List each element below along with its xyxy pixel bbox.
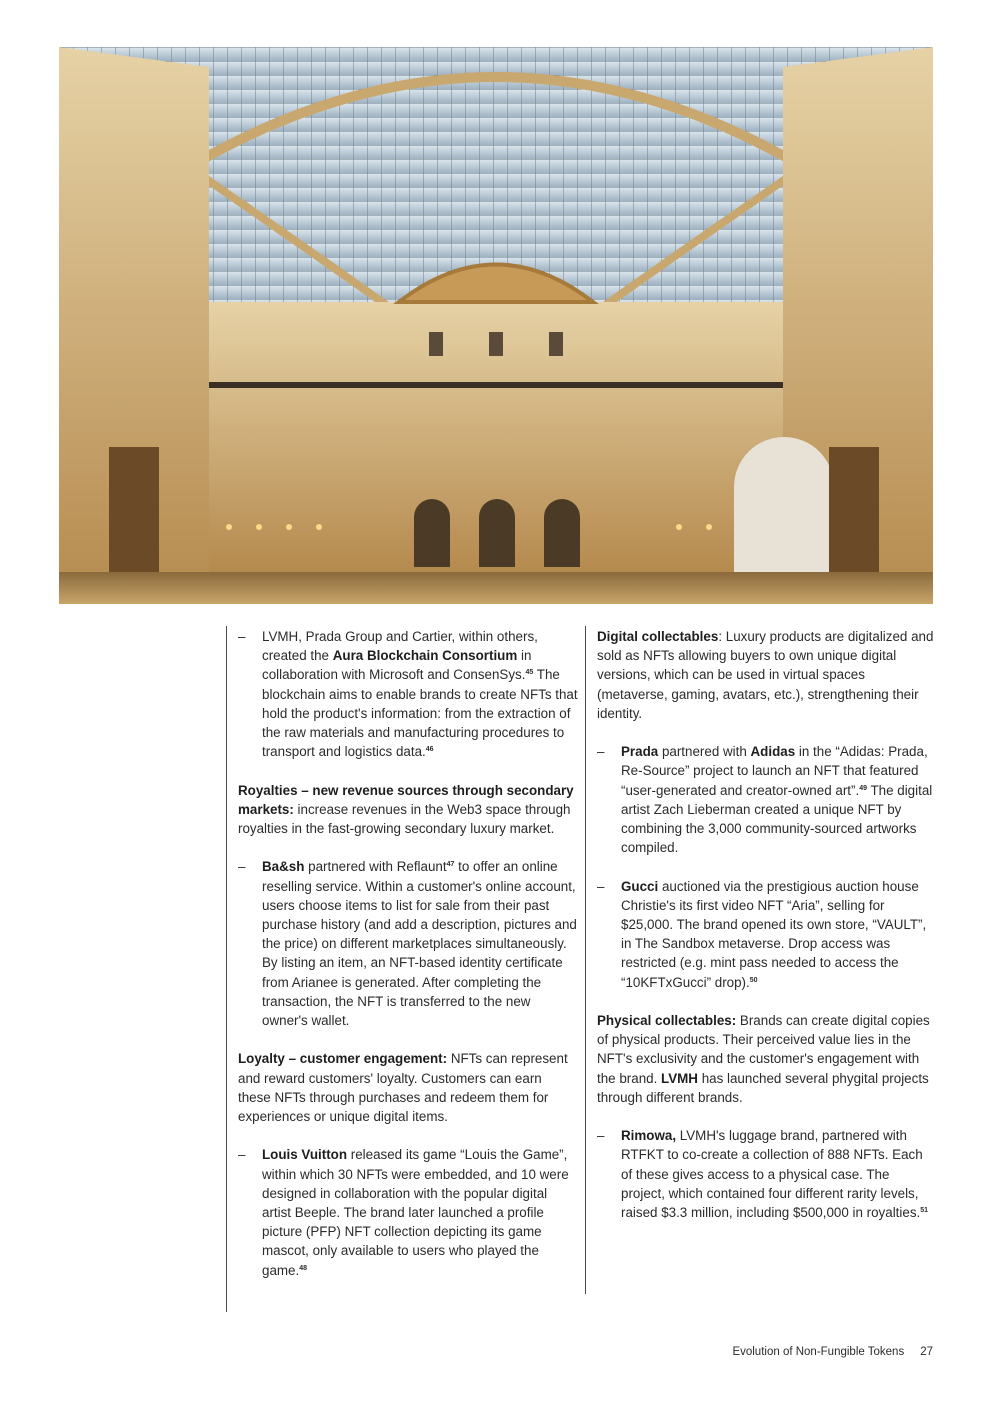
footnote-ref: 50 — [749, 976, 758, 984]
paragraph-text: NFTs can represent and reward customers' loyalty. Customers can earn these NFTs through purchases and redeem them for experiences or unique digital items. — [238, 1051, 568, 1125]
brand-name: Ba&sh — [262, 859, 305, 875]
bullet-aura-blockchain — [238, 627, 578, 761]
galleria-illustration — [59, 47, 933, 604]
bullet-text: The digital artist Zach Lieberman created a unique NFT by combining the 3,000 community-sourced artworks compiled. — [621, 782, 933, 856]
right-column — [597, 627, 935, 1241]
brand-name: LVMH — [661, 1070, 698, 1086]
bullet-text: The blockchain aims to enable brands to create NFTs that hold the product's information: from the extraction of the raw materials and manufacturing procedures to transport and logistics data. — [262, 667, 578, 760]
paragraph-text: has launched several phygital projects through different brands. — [597, 1070, 929, 1105]
brand-name: Louis Vuitton — [262, 1147, 348, 1163]
left-column — [238, 627, 578, 1299]
hero-photo-galleria — [59, 47, 933, 604]
bullet-dash: – — [597, 1128, 605, 1144]
footnote-ref: 49 — [859, 784, 867, 792]
footnote-ref: 45 — [525, 669, 534, 677]
brand-name: Rimowa, — [621, 1128, 677, 1144]
page-footer — [732, 1346, 933, 1358]
royalties-heading: Royalties – new revenue sources through secondary markets: — [238, 782, 574, 817]
digital-collectables-heading: Digital collectables — [597, 629, 719, 644]
physical-collectables-heading: Physical collectables: — [597, 1013, 737, 1029]
footnote-ref: 46 — [425, 746, 434, 754]
brand-name: Adidas — [750, 744, 796, 760]
digital-collectables-paragraph — [597, 627, 935, 723]
brand-name: Prada — [621, 744, 659, 760]
right-column-rule — [585, 626, 586, 1294]
bullet-text: to offer an online reselling service. Within a customer's online account, users choose items to list for sale from their past purchase history (and add a description, pictures and the price) on different marketplaces simultaneously. By listing an item, an NFT-based identity certificate from Arianee is generated. After completing the transaction, the NFT is transferred to the new owner's wallet. — [262, 859, 577, 1029]
bullet-text: LVMH's luggage brand, partnered with RTFKT to co-create a collection of 888 NFTs. Each of these gives access to a physical case. The project, which contained four different rarity levels, raised $3.3 million, including $500,000 in royalties. — [621, 1128, 923, 1221]
bullet-rimowa — [597, 1126, 935, 1222]
bullet-prada — [597, 742, 935, 857]
bullet-dash: – — [238, 629, 246, 644]
bullet-text: partnered with — [658, 744, 751, 760]
left-column-rule — [226, 626, 227, 1312]
page-number: 27 — [920, 1346, 933, 1358]
bullet-louis-vuitton — [238, 1145, 578, 1279]
aura-consortium-name: Aura Blockchain Consortium — [332, 648, 518, 664]
bullet-bash — [238, 857, 578, 1030]
bullet-gucci — [597, 877, 935, 992]
loyalty-heading: Loyalty – customer engagement: — [238, 1051, 448, 1067]
paragraph-text: : Luxury products are digitalized and sold as NFTs allowing buyers to own unique digital versions, which can be used in virtual spaces (metaverse, gaming, avatars, etc.), strengthening their identity. — [597, 629, 934, 721]
bullet-dash: – — [238, 859, 246, 875]
paragraph-text: increase revenues in the Web3 space through royalties in the fast-growing secondary luxury market. — [238, 801, 571, 837]
bullet-text: in the “Adidas: Prada, Re-Source” project to launch an NFT that featured “user-generated and creator-owned art”. — [621, 744, 928, 798]
bullet-text: released its game “Louis the Game”, within which 30 NFTs were embedded, and 10 were designed in collaboration with the popular digital artist Beeple. The brand later launched a profile picture (PFP) NFT collection depicting its game mascot, only available to users who played the game. — [262, 1147, 569, 1278]
bullet-dash: – — [238, 1147, 246, 1163]
footnote-ref: 51 — [920, 1207, 929, 1215]
royalties-paragraph — [238, 781, 578, 839]
paragraph-text: Brands can create digital copies of physical products. Their perceived value lies in the NFT's exclusivity and the customer's engagement with the brand. — [597, 1013, 930, 1086]
loyalty-paragraph — [238, 1049, 578, 1126]
footer-title: Evolution of Non-Fungible Tokens — [732, 1346, 905, 1358]
bullet-dash: – — [597, 878, 605, 894]
physical-collectables-paragraph — [597, 1011, 935, 1107]
bullet-text: LVMH, Prada Group and Cartier, within others, created the — [262, 629, 538, 664]
bullet-text: partnered with Reflaunt — [304, 859, 447, 875]
bullet-dash: – — [597, 744, 605, 760]
bullet-text: in collaboration with Microsoft and ConsenSys. — [262, 648, 532, 683]
footnote-ref: 47 — [446, 861, 455, 869]
bullet-text: auctioned via the prestigious auction house Christie's its first video NFT “Aria”, selling for $25,000. The brand opened its own store, “VAULT”, in The Sandbox metaverse. Drop access was restricted (e.g. mint pass needed to access the “10KFTxGucci” drop). — [621, 878, 927, 990]
brand-name: Gucci — [621, 878, 659, 894]
footnote-ref: 48 — [299, 1264, 308, 1272]
